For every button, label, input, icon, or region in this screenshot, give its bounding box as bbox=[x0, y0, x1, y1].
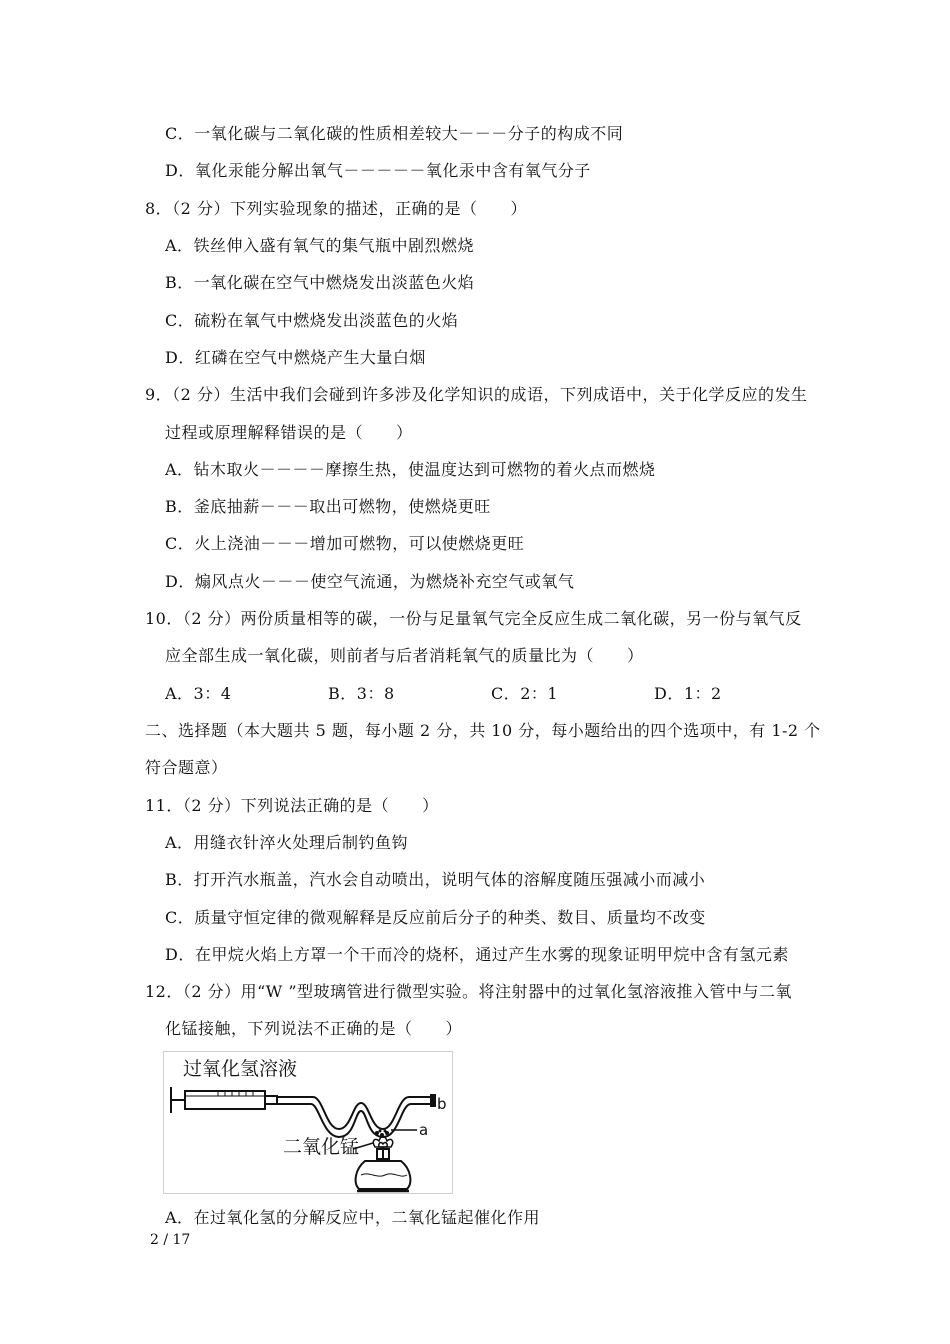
label-b: b bbox=[437, 1095, 447, 1113]
section-2-heading-cont: 符合题意） bbox=[145, 758, 228, 777]
question-12-cont: 化锰接触，下列说法不正确的是（ ） bbox=[165, 1019, 463, 1038]
label-a: a bbox=[419, 1121, 429, 1139]
question-12: 12．（2 分）用“W ”型玻璃管进行微型实验。将注射器中的过氧化氢溶液推入管中与二氧 bbox=[145, 982, 793, 1001]
q10-options bbox=[165, 683, 817, 705]
syringe bbox=[171, 1087, 277, 1113]
section-2-heading: 二、选择题（本大题共 5 题，每小题 2 分，共 10 分，每小题给出的四个选项中，有 1-2 个 bbox=[145, 721, 821, 740]
q10-option-c: C．2：1 bbox=[491, 684, 559, 703]
q7-option-d: D．氧化汞能分解出氧气－－－－－氧化汞中含有氧气分子 bbox=[165, 161, 591, 180]
q11-option-c: C．质量守恒定律的微观解释是反应前后分子的种类、数目、质量均不改变 bbox=[165, 908, 706, 927]
q11-option-a: A．用缝衣针淬火处理后制钓鱼钩 bbox=[165, 833, 409, 852]
q12-option-a: A．在过氧化氢的分解反应中，二氧化锰起催化作用 bbox=[165, 1208, 541, 1227]
q9-option-c: C．火上浇油－－－增加可燃物，可以使燃烧更旺 bbox=[165, 534, 525, 553]
question-9: 9．（2 分）生活中我们会碰到许多涉及化学知识的成语，下列成语中，关于化学反应的发生 bbox=[145, 385, 808, 404]
q7-option-c: C．一氧化碳与二氧化碳的性质相差较大－－－分子的构成不同 bbox=[165, 124, 624, 143]
question-9-cont: 过程或原理解释错误的是（ ） bbox=[165, 423, 413, 442]
q11-option-d: D．在甲烷火焰上方罩一个干而冷的烧杯，通过产生水雾的现象证明甲烷中含有氢元素 bbox=[165, 945, 789, 964]
q8-option-b: B．一氧化碳在空气中燃烧发出淡蓝色火焰 bbox=[165, 273, 475, 292]
page-number: 2 / 17 bbox=[150, 1232, 191, 1248]
question-8: 8．（2 分）下列实验现象的描述，正确的是（ ） bbox=[145, 199, 527, 218]
question-10: 10．（2 分）两份质量相等的碳，一份与足量氧气完全反应生成二氧化碳，另一份与氧气反 bbox=[145, 609, 802, 628]
q9-option-a: A．钻木取火－－－－摩擦生热，使温度达到可燃物的着火点而燃烧 bbox=[165, 460, 656, 479]
q10-option-d: D．1：2 bbox=[654, 684, 722, 703]
h2o2-solution-label: 过氧化氢溶液 bbox=[183, 1058, 298, 1080]
question-11: 11．（2 分）下列说法正确的是（ ） bbox=[145, 796, 439, 815]
q8-option-d: D．红磷在空气中燃烧产生大量白烟 bbox=[165, 348, 426, 367]
q9-option-d: D．煽风点火－－－使空气流通，为燃烧补充空气或氧气 bbox=[165, 572, 575, 591]
question-10-cont: 应全部生成一氧化碳，则前者与后者消耗氧气的质量比为（ ） bbox=[165, 646, 644, 665]
q10-option-a: A．3：4 bbox=[165, 684, 232, 703]
mno2-label: 二氧化锰 bbox=[283, 1136, 360, 1158]
q10-option-b: B．3：8 bbox=[328, 684, 395, 703]
q11-option-b: B．打开汽水瓶盖，汽水会自动喷出，说明气体的溶解度随压强减小而减小 bbox=[165, 870, 706, 889]
q8-option-a: A．铁丝伸入盛有氧气的集气瓶中剧烈燃烧 bbox=[165, 236, 475, 255]
q9-option-b: B．釜底抽薪－－－取出可燃物，使燃烧更旺 bbox=[165, 497, 491, 516]
q8-option-c: C．硫粉在氧气中燃烧发出淡蓝色的火焰 bbox=[165, 311, 459, 330]
w-tube-apparatus-figure bbox=[163, 1051, 453, 1194]
